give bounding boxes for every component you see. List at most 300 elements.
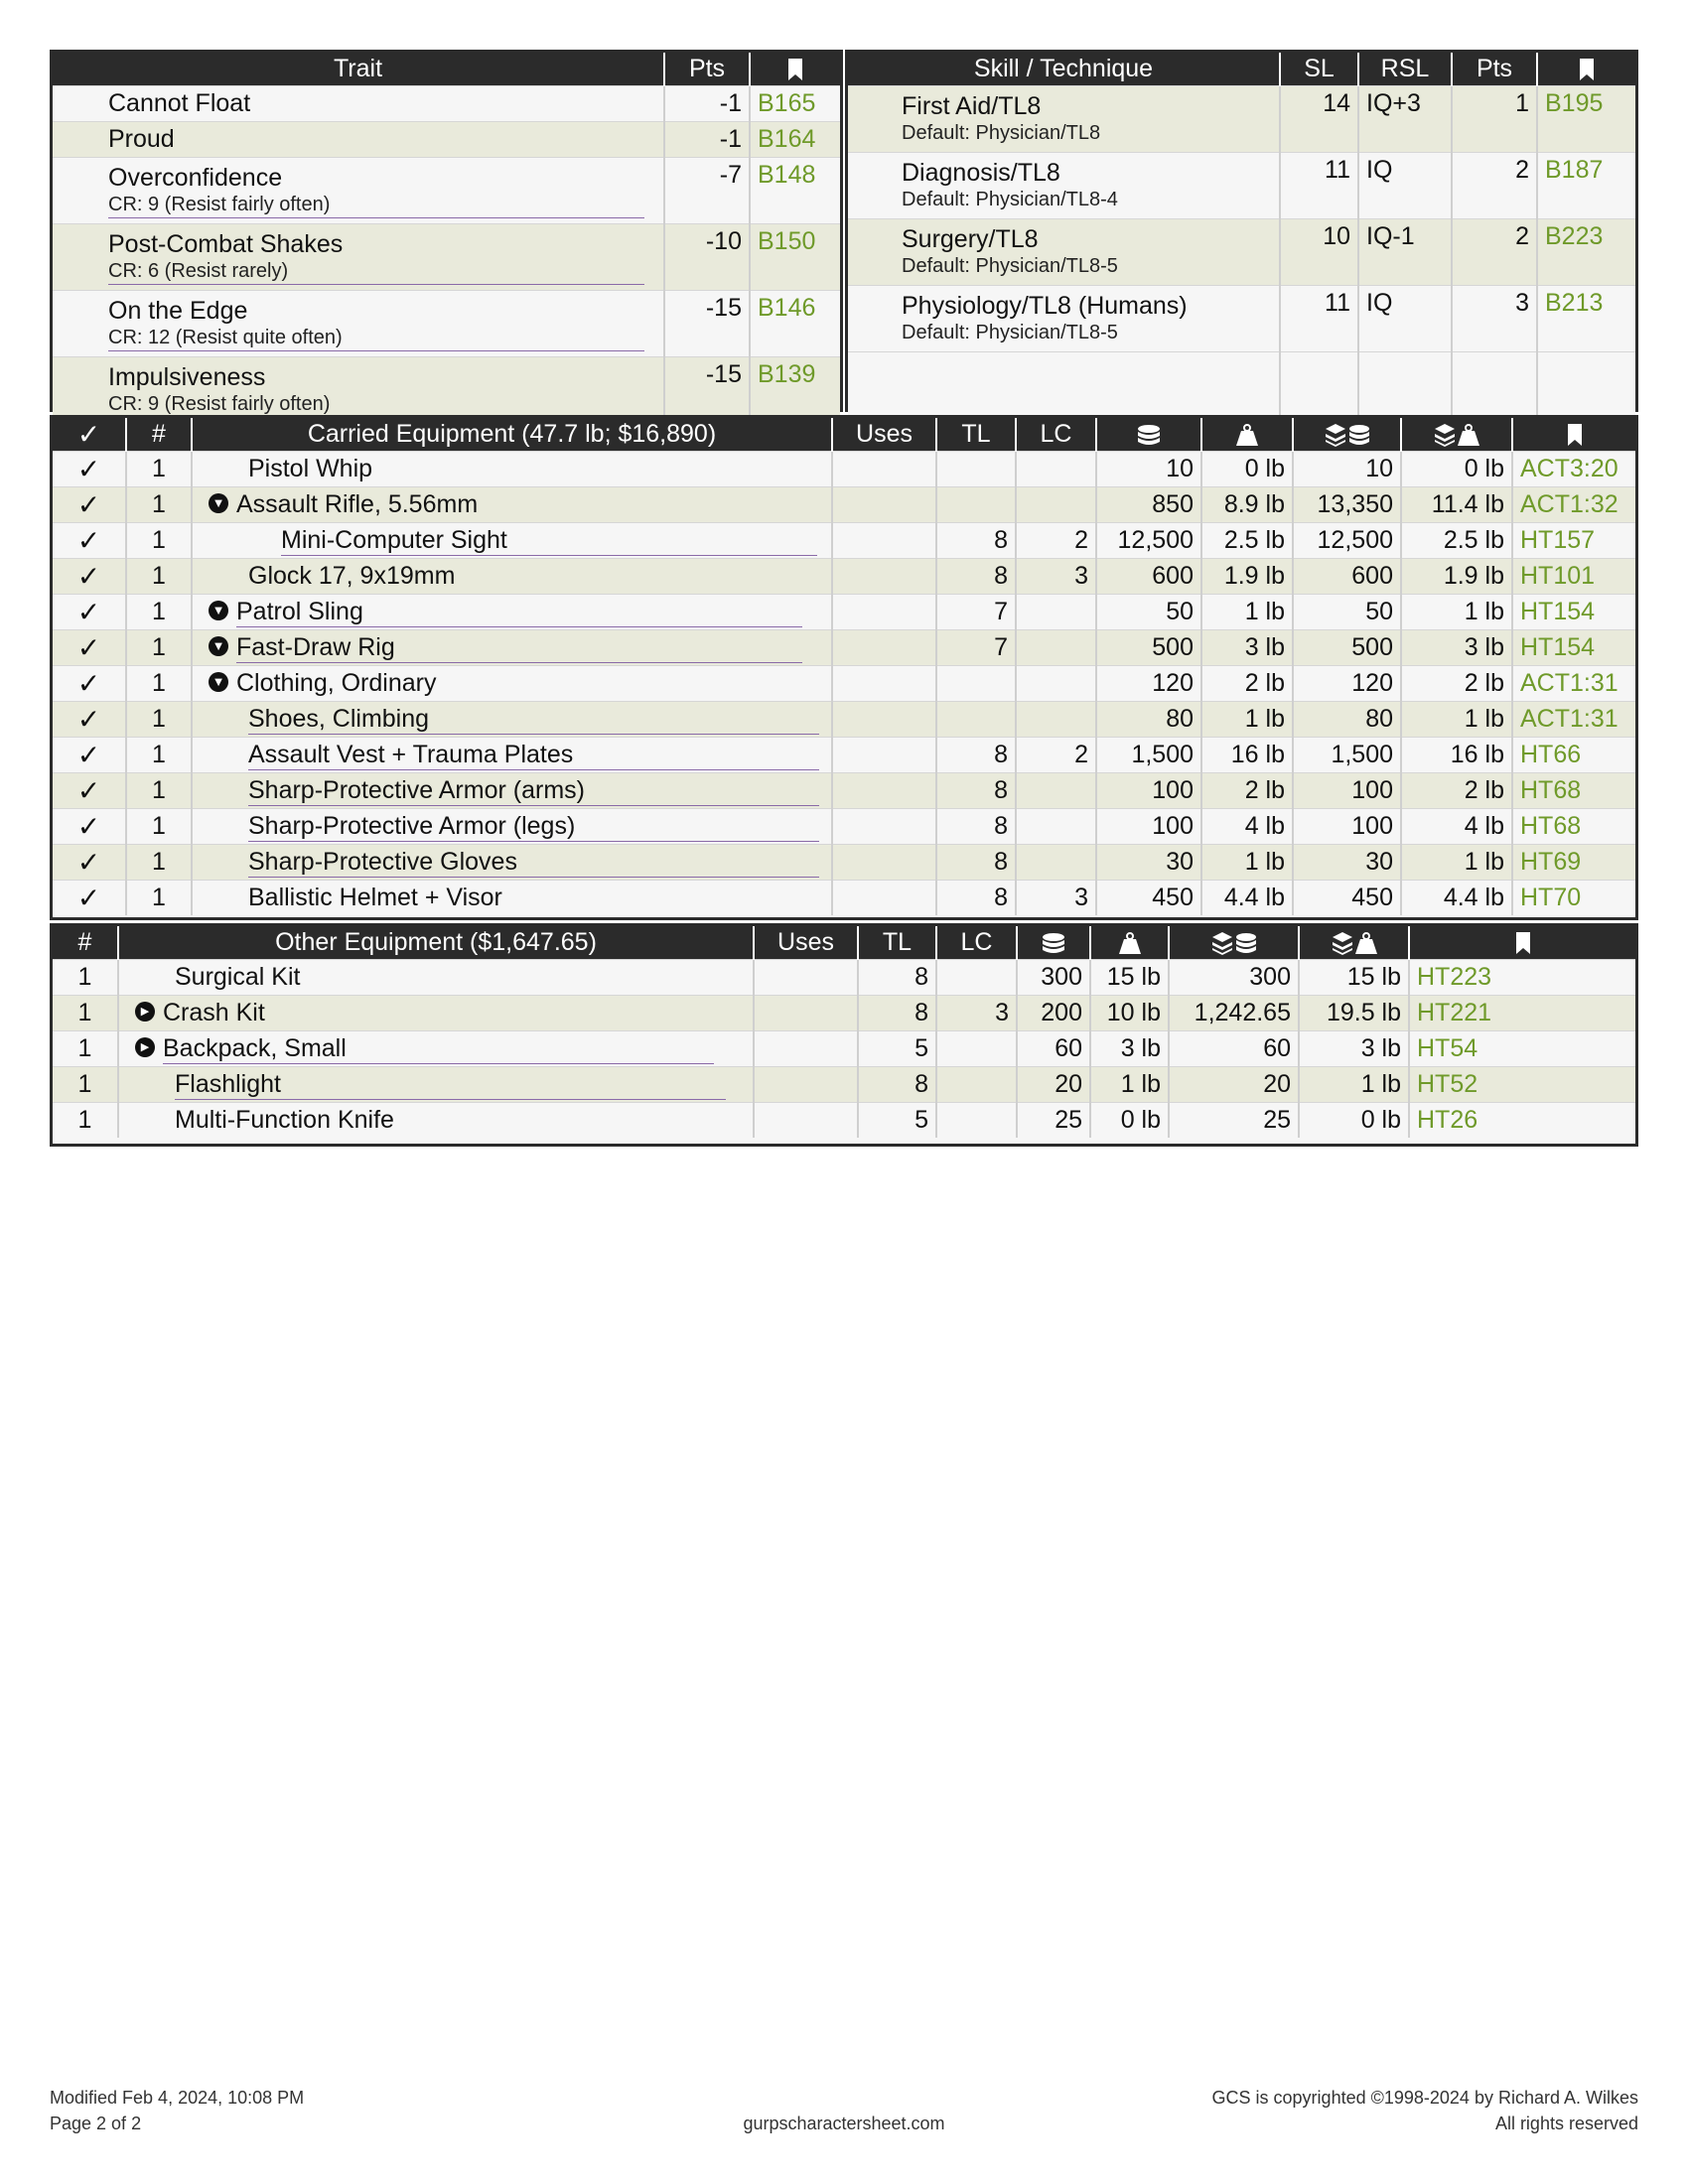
item-weight: 4.4 lb	[1201, 881, 1293, 916]
item-name: Surgical Kit	[175, 963, 301, 991]
equipped-checkmark[interactable]: ✓	[53, 881, 126, 916]
carried-equipment-table	[50, 415, 1638, 920]
trait-points: -15	[664, 291, 750, 357]
item-tech-level: 5	[858, 1103, 936, 1139]
item-extended-weight: 0 lb	[1299, 1103, 1409, 1139]
item-extended-weight: 11.4 lb	[1401, 487, 1512, 523]
chevron-down-icon[interactable]: ▼	[209, 636, 228, 656]
skill-page-ref[interactable]: B187	[1537, 153, 1635, 219]
skill-level: 11	[1280, 286, 1358, 352]
item-extended-value: 50	[1293, 595, 1401, 630]
item-extended-value: 10	[1293, 452, 1401, 487]
item-name-cell[interactable]	[192, 881, 832, 916]
equipped-checkmark[interactable]: ✓	[53, 452, 126, 487]
item-extended-weight: 1 lb	[1299, 1067, 1409, 1103]
skill-row[interactable]	[848, 86, 1635, 153]
item-extended-weight: 15 lb	[1299, 960, 1409, 996]
item-extended-value: 1,500	[1293, 738, 1401, 773]
uses-column-header[interactable]: Uses	[754, 926, 858, 960]
skills-table	[845, 50, 1638, 412]
item-extended-value: 600	[1293, 559, 1401, 595]
item-value: 12,500	[1096, 523, 1201, 559]
carried-item-row[interactable]	[53, 487, 1635, 523]
item-legality-class	[936, 960, 1017, 996]
carried-item-row[interactable]	[53, 809, 1635, 845]
trait-name-cell[interactable]	[53, 357, 664, 424]
item-page-ref[interactable]: HT26	[1409, 1103, 1635, 1139]
other-item-row[interactable]	[53, 996, 1635, 1031]
item-name-cell[interactable]	[192, 702, 832, 738]
equipped-checkmark[interactable]: ✓	[53, 773, 126, 809]
trait-page-ref[interactable]: B150	[750, 224, 840, 291]
skill-row[interactable]	[848, 219, 1635, 286]
skill-relative-level: IQ-1	[1358, 219, 1452, 286]
item-legality-class	[1016, 845, 1096, 881]
item-extended-weight: 0 lb	[1401, 452, 1512, 487]
trait-points: -15	[664, 357, 750, 424]
tl-column-header[interactable]: TL	[858, 926, 936, 960]
stacked-weight-icon[interactable]	[1299, 926, 1409, 960]
skills-header	[848, 53, 1635, 86]
uses-column-header[interactable]: Uses	[832, 418, 936, 452]
item-name-cell[interactable]	[192, 487, 832, 523]
item-value: 60	[1017, 1031, 1090, 1067]
item-tech-level: 8	[936, 845, 1016, 881]
weight-icon[interactable]	[1090, 926, 1169, 960]
empty-cell	[1452, 352, 1537, 423]
item-extended-weight: 3 lb	[1299, 1031, 1409, 1067]
item-name-cell[interactable]	[118, 1067, 754, 1103]
trait-name: Cannot Float	[108, 89, 251, 117]
website-link[interactable]: gurpscharactersheet.com	[743, 2114, 945, 2133]
item-page-ref[interactable]: HT154	[1512, 595, 1635, 630]
item-name: Glock 17, 9x19mm	[248, 562, 456, 590]
item-extended-weight: 16 lb	[1401, 738, 1512, 773]
item-name: Sharp-Protective Armor (legs)	[248, 811, 819, 842]
item-uses	[754, 1103, 858, 1139]
item-quantity: 1	[126, 487, 192, 523]
skill-name: Diagnosis/TL8	[902, 159, 1060, 187]
lc-column-header[interactable]: LC	[1016, 418, 1096, 452]
item-extended-value: 500	[1293, 630, 1401, 666]
pts-column-header[interactable]: Pts	[664, 53, 750, 86]
trait-row[interactable]	[53, 224, 840, 291]
item-tech-level: 8	[858, 996, 936, 1031]
item-tech-level: 7	[936, 630, 1016, 666]
item-legality-class	[1016, 630, 1096, 666]
item-name-cell[interactable]	[192, 773, 832, 809]
item-name: Shoes, Climbing	[248, 704, 819, 735]
item-quantity: 1	[126, 630, 192, 666]
item-value: 120	[1096, 666, 1201, 702]
chevron-right-icon[interactable]: ▶	[135, 1037, 155, 1057]
item-weight: 0 lb	[1201, 452, 1293, 487]
item-uses	[754, 1067, 858, 1103]
item-page-ref[interactable]: ACT1:31	[1512, 702, 1635, 738]
weight-icon[interactable]	[1201, 418, 1293, 452]
skill-name-cell[interactable]	[848, 86, 1280, 153]
item-value: 600	[1096, 559, 1201, 595]
item-uses	[832, 559, 936, 595]
item-page-ref[interactable]: HT52	[1409, 1067, 1635, 1103]
chevron-down-icon[interactable]: ▼	[209, 493, 228, 513]
item-name-cell[interactable]	[118, 1031, 754, 1067]
item-value: 100	[1096, 809, 1201, 845]
item-page-ref[interactable]: ACT3:20	[1512, 452, 1635, 487]
item-legality-class	[1016, 809, 1096, 845]
stacked-coins-icon[interactable]	[1169, 926, 1299, 960]
skill-default: Default: Physician/TL8-5	[902, 322, 1118, 343]
item-extended-value: 25	[1169, 1103, 1299, 1139]
item-value: 500	[1096, 630, 1201, 666]
trait-row[interactable]	[53, 357, 840, 424]
trait-self-control: CR: 9 (Resist fairly often)	[108, 393, 644, 418]
trait-points: -10	[664, 224, 750, 291]
bookmark-icon[interactable]	[1409, 926, 1635, 960]
item-name-cell[interactable]	[192, 845, 832, 881]
item-value: 300	[1017, 960, 1090, 996]
footer-right	[1212, 2085, 1638, 2136]
item-name: Crash Kit	[163, 999, 265, 1026]
rsl-column-header[interactable]: RSL	[1358, 53, 1452, 86]
item-quantity: 1	[126, 666, 192, 702]
skill-name: Physiology/TL8 (Humans)	[902, 292, 1188, 320]
skill-page-ref[interactable]: B213	[1537, 286, 1635, 352]
item-legality-class: 2	[1016, 523, 1096, 559]
item-tech-level	[936, 702, 1016, 738]
item-name-cell[interactable]	[192, 595, 832, 630]
item-name: Backpack, Small	[163, 1033, 714, 1064]
item-extended-weight: 2 lb	[1401, 773, 1512, 809]
item-tech-level: 5	[858, 1031, 936, 1067]
item-page-ref[interactable]: ACT1:32	[1512, 487, 1635, 523]
item-extended-value: 450	[1293, 881, 1401, 916]
carried-item-row[interactable]	[53, 773, 1635, 809]
item-name-cell[interactable]	[192, 666, 832, 702]
item-name-cell[interactable]	[118, 960, 754, 996]
skill-default: Default: Physician/TL8	[902, 122, 1101, 144]
trait-page-ref[interactable]: B164	[750, 122, 840, 158]
skill-column-header[interactable]: Skill / Technique	[848, 53, 1280, 86]
item-legality-class	[1016, 702, 1096, 738]
item-weight: 1 lb	[1201, 595, 1293, 630]
item-uses	[832, 702, 936, 738]
carried-item-row[interactable]	[53, 630, 1635, 666]
trait-name-cell[interactable]	[53, 158, 664, 224]
item-page-ref[interactable]: ACT1:31	[1512, 666, 1635, 702]
footer-center	[695, 2111, 993, 2136]
item-legality-class	[1016, 452, 1096, 487]
equipped-checkmark[interactable]: ✓	[53, 666, 126, 702]
equipped-checkmark[interactable]: ✓	[53, 809, 126, 845]
item-uses	[832, 452, 936, 487]
item-page-ref[interactable]: HT154	[1512, 630, 1635, 666]
modified-date: Modified Feb 4, 2024, 10:08 PM	[50, 2088, 305, 2108]
item-value: 80	[1096, 702, 1201, 738]
stacked-weight-icon[interactable]	[1401, 418, 1512, 452]
item-legality-class	[1016, 773, 1096, 809]
item-name: Sharp-Protective Armor (arms)	[248, 775, 819, 806]
item-extended-weight: 1 lb	[1401, 702, 1512, 738]
item-page-ref[interactable]: HT69	[1512, 845, 1635, 881]
item-quantity: 1	[53, 960, 118, 996]
trait-name: Proud	[108, 125, 175, 153]
item-value: 450	[1096, 881, 1201, 916]
skill-default: Default: Physician/TL8-5	[902, 255, 1118, 277]
empty-cell	[848, 352, 1280, 423]
bookmark-icon[interactable]	[1537, 53, 1635, 86]
item-value: 850	[1096, 487, 1201, 523]
item-uses	[832, 845, 936, 881]
item-name-cell[interactable]	[192, 630, 832, 666]
trait-column-header[interactable]: Trait	[53, 53, 664, 86]
trait-row[interactable]	[53, 158, 840, 224]
trait-page-ref[interactable]: B146	[750, 291, 840, 357]
trait-name: Overconfidence	[108, 164, 283, 192]
carried-item-row[interactable]	[53, 523, 1635, 559]
skill-points: 1	[1452, 86, 1537, 153]
item-quantity: 1	[126, 773, 192, 809]
item-weight: 0 lb	[1090, 1103, 1169, 1139]
item-page-ref[interactable]: HT101	[1512, 559, 1635, 595]
trait-page-ref[interactable]: B165	[750, 86, 840, 122]
item-tech-level	[936, 487, 1016, 523]
trait-points: -1	[664, 122, 750, 158]
item-name-cell[interactable]	[192, 452, 832, 487]
item-extended-value: 100	[1293, 809, 1401, 845]
item-name: Fast-Draw Rig	[236, 632, 802, 663]
equipped-checkmark[interactable]: ✓	[53, 559, 126, 595]
trait-name-cell[interactable]	[53, 122, 664, 158]
skill-row[interactable]	[848, 286, 1635, 352]
item-extended-value: 300	[1169, 960, 1299, 996]
bookmark-icon[interactable]	[1512, 418, 1635, 452]
copyright: GCS is copyrighted ©1998-2024 by Richard A. Wilkes	[1211, 2088, 1638, 2108]
item-value: 1,500	[1096, 738, 1201, 773]
item-extended-value: 60	[1169, 1031, 1299, 1067]
skill-name: Surgery/TL8	[902, 225, 1039, 253]
item-extended-value: 1,242.65	[1169, 996, 1299, 1031]
other-item-row[interactable]	[53, 1103, 1635, 1139]
chevron-down-icon[interactable]: ▼	[209, 601, 228, 620]
tl-column-header[interactable]: TL	[936, 418, 1016, 452]
item-weight: 2 lb	[1201, 773, 1293, 809]
item-name: Sharp-Protective Gloves	[248, 847, 819, 878]
item-extended-weight: 2 lb	[1401, 666, 1512, 702]
trait-self-control: CR: 12 (Resist quite often)	[108, 327, 644, 351]
item-legality-class	[1016, 487, 1096, 523]
item-name-cell[interactable]	[192, 738, 832, 773]
item-name: Patrol Sling	[236, 597, 802, 627]
skill-points: 2	[1452, 219, 1537, 286]
item-quantity: 1	[53, 1031, 118, 1067]
trait-self-control: CR: 9 (Resist fairly often)	[108, 194, 644, 218]
item-legality-class: 3	[936, 996, 1017, 1031]
item-weight: 16 lb	[1201, 738, 1293, 773]
item-uses	[832, 666, 936, 702]
qty-column-header[interactable]: #	[126, 418, 192, 452]
item-quantity: 1	[126, 702, 192, 738]
equipped-checkmark[interactable]: ✓	[53, 738, 126, 773]
coins-icon[interactable]	[1017, 926, 1090, 960]
skill-default: Default: Physician/TL8-4	[902, 189, 1118, 210]
item-legality-class: 3	[1016, 881, 1096, 916]
item-uses	[832, 595, 936, 630]
item-value: 20	[1017, 1067, 1090, 1103]
item-tech-level: 8	[936, 523, 1016, 559]
skill-name: First Aid/TL8	[902, 92, 1042, 120]
trait-page-ref[interactable]: B148	[750, 158, 840, 224]
other-item-row[interactable]	[53, 960, 1635, 996]
other-item-row[interactable]	[53, 1067, 1635, 1103]
item-name-cell[interactable]	[118, 1103, 754, 1139]
item-uses	[832, 630, 936, 666]
item-extended-weight: 4.4 lb	[1401, 881, 1512, 916]
skill-level: 14	[1280, 86, 1358, 153]
item-legality-class: 2	[1016, 738, 1096, 773]
item-value: 10	[1096, 452, 1201, 487]
carried-item-row[interactable]	[53, 595, 1635, 630]
stacked-coins-icon[interactable]	[1293, 418, 1401, 452]
skill-name-cell[interactable]	[848, 219, 1280, 286]
item-page-ref[interactable]: HT221	[1409, 996, 1635, 1031]
skill-name-cell[interactable]	[848, 153, 1280, 219]
bookmark-icon[interactable]	[750, 53, 840, 86]
trait-points: -1	[664, 86, 750, 122]
pts-column-header[interactable]: Pts	[1452, 53, 1537, 86]
item-page-ref[interactable]: HT68	[1512, 809, 1635, 845]
item-page-ref[interactable]: HT223	[1409, 960, 1635, 996]
carried-item-row[interactable]	[53, 702, 1635, 738]
item-quantity: 1	[53, 1103, 118, 1139]
item-page-ref[interactable]: HT157	[1512, 523, 1635, 559]
chevron-right-icon[interactable]: ▶	[135, 1002, 155, 1022]
lc-column-header[interactable]: LC	[936, 926, 1017, 960]
item-page-ref[interactable]: HT66	[1512, 738, 1635, 773]
equipped-column-header[interactable]: ✓	[53, 418, 126, 452]
equipped-checkmark[interactable]: ✓	[53, 702, 126, 738]
carried-item-row[interactable]	[53, 845, 1635, 881]
chevron-down-icon[interactable]: ▼	[209, 672, 228, 692]
equipped-checkmark[interactable]: ✓	[53, 487, 126, 523]
item-extended-weight: 3 lb	[1401, 630, 1512, 666]
item-quantity: 1	[126, 845, 192, 881]
carried-header	[53, 418, 1635, 452]
item-name: Ballistic Helmet + Visor	[248, 884, 502, 911]
carried-equipment-title[interactable]: Carried Equipment (47.7 lb; $16,890)	[192, 418, 832, 452]
trait-name-cell[interactable]	[53, 224, 664, 291]
qty-column-header[interactable]: #	[53, 926, 118, 960]
other-item-row[interactable]	[53, 1031, 1635, 1067]
trait-name-cell[interactable]	[53, 291, 664, 357]
trait-name: Post-Combat Shakes	[108, 230, 344, 258]
trait-row[interactable]	[53, 122, 840, 158]
other-equipment-title[interactable]: Other Equipment ($1,647.65)	[118, 926, 754, 960]
item-legality-class	[936, 1067, 1017, 1103]
item-extended-value: 20	[1169, 1067, 1299, 1103]
equipped-checkmark[interactable]: ✓	[53, 595, 126, 630]
item-value: 50	[1096, 595, 1201, 630]
item-uses	[832, 773, 936, 809]
item-extended-weight: 4 lb	[1401, 809, 1512, 845]
item-page-ref[interactable]: HT70	[1512, 881, 1635, 916]
item-tech-level: 7	[936, 595, 1016, 630]
carried-item-row[interactable]	[53, 559, 1635, 595]
item-extended-value: 13,350	[1293, 487, 1401, 523]
equipped-checkmark[interactable]: ✓	[53, 523, 126, 559]
trait-row[interactable]	[53, 291, 840, 357]
item-weight: 1 lb	[1201, 702, 1293, 738]
skill-page-ref[interactable]: B223	[1537, 219, 1635, 286]
sl-column-header[interactable]: SL	[1280, 53, 1358, 86]
item-weight: 15 lb	[1090, 960, 1169, 996]
trait-points: -7	[664, 158, 750, 224]
other-equipment-table	[50, 923, 1638, 1147]
item-quantity: 1	[126, 595, 192, 630]
carried-item-row[interactable]	[53, 666, 1635, 702]
item-name: Mini-Computer Sight	[281, 525, 817, 556]
carried-item-row[interactable]	[53, 452, 1635, 487]
item-page-ref[interactable]: HT68	[1512, 773, 1635, 809]
item-weight: 8.9 lb	[1201, 487, 1293, 523]
skill-row[interactable]	[848, 153, 1635, 219]
item-weight: 1 lb	[1201, 845, 1293, 881]
trait-name: On the Edge	[108, 297, 248, 325]
item-weight: 10 lb	[1090, 996, 1169, 1031]
item-tech-level	[936, 452, 1016, 487]
item-weight: 2.5 lb	[1201, 523, 1293, 559]
item-quantity: 1	[53, 996, 118, 1031]
item-weight: 3 lb	[1090, 1031, 1169, 1067]
equipped-checkmark[interactable]: ✓	[53, 630, 126, 666]
item-uses	[832, 487, 936, 523]
item-name-cell[interactable]	[118, 996, 754, 1031]
trait-self-control: CR: 6 (Resist rarely)	[108, 260, 644, 285]
item-name-cell[interactable]	[192, 809, 832, 845]
item-extended-weight: 2.5 lb	[1401, 523, 1512, 559]
trait-name-cell[interactable]	[53, 86, 664, 122]
item-name: Flashlight	[175, 1069, 726, 1100]
equipped-checkmark[interactable]: ✓	[53, 845, 126, 881]
item-quantity: 1	[126, 452, 192, 487]
skill-name-cell[interactable]	[848, 286, 1280, 352]
rights-reserved: All rights reserved	[1494, 2114, 1638, 2133]
skill-relative-level: IQ+3	[1358, 86, 1452, 153]
skill-page-ref[interactable]: B195	[1537, 86, 1635, 153]
item-tech-level: 8	[936, 738, 1016, 773]
item-name: Assault Rifle, 5.56mm	[236, 490, 479, 518]
item-name: Pistol Whip	[248, 455, 373, 482]
coins-icon[interactable]	[1096, 418, 1201, 452]
item-value: 30	[1096, 845, 1201, 881]
item-name-cell[interactable]	[192, 559, 832, 595]
item-uses	[832, 881, 936, 916]
item-extended-value: 30	[1293, 845, 1401, 881]
item-uses	[832, 738, 936, 773]
trait-page-ref[interactable]: B139	[750, 357, 840, 424]
item-extended-weight: 1.9 lb	[1401, 559, 1512, 595]
carried-item-row[interactable]	[53, 881, 1635, 916]
trait-row[interactable]	[53, 86, 840, 122]
skill-relative-level: IQ	[1358, 153, 1452, 219]
skill-level: 11	[1280, 153, 1358, 219]
item-name-cell[interactable]	[192, 523, 832, 559]
carried-item-row[interactable]	[53, 738, 1635, 773]
item-uses	[754, 960, 858, 996]
item-extended-value: 12,500	[1293, 523, 1401, 559]
item-quantity: 1	[53, 1067, 118, 1103]
item-page-ref[interactable]: HT54	[1409, 1031, 1635, 1067]
